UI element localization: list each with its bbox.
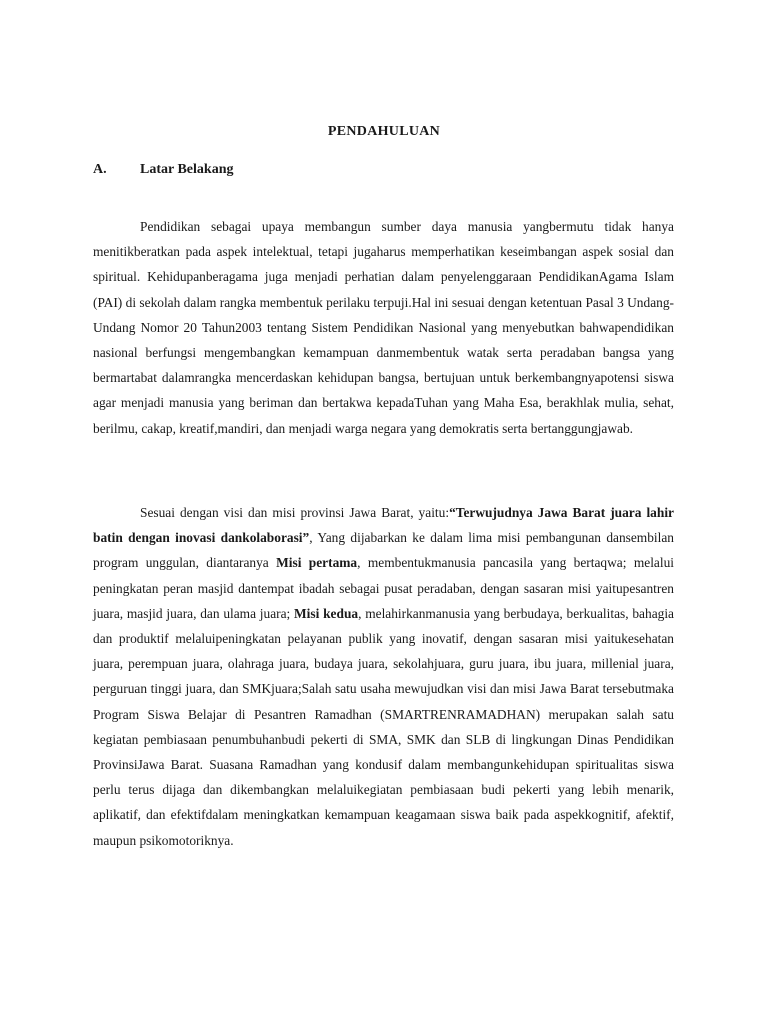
- section-heading: [93, 162, 233, 178]
- section-number: A.: [93, 162, 107, 177]
- mission-1-label: Misi pertama: [276, 555, 358, 571]
- vision-statement: “Terwujudnya Jawa Barat juara lahir batin dengan inovasi dankolaborasi”: [93, 505, 674, 546]
- paragraph-2-text-4: , melahirkanmanusia yang berbudaya, berkualitas, bahagia dan produktif melaluipeningkatan pelayanan publik yang inovatif, dengan sasaran misi yaitukesehatan juara, perempuan juara, olahraga juara, budaya juara, sekolahjuara, guru juara, ibu juara, millenial juara, perguruan tinggi juara, dan SMKjuara;Salah satu usaha mewujudkan visi dan misi Jawa Barat tersebutmaka Program Siswa Belajar di Pesantren Ramadhan (SMARTRENRAMADHAN) merupakan salah satu kegiatan pembiasaan penumbuhanbudi pekerti di SMA, SMK dan SLB di lingkungan Dinas Pendidikan ProvinsiJawa Barat. Suasana Ramadhan yang kondusif dalam membangunkehidupan spiritualitas siswa perlu terus dijaga dan dikembangkan melaluikegiatan pembiasaan budi pekerti yang lebih menarik, aplikatif, dan efektifdalam meningkatkan kemampuan keagamaan siswa baik pada aspekkognitif, afektif, maupun psikomotoriknya.: [93, 605, 674, 848]
- page-title: PENDAHULUAN: [327, 124, 441, 139]
- paragraph-2-text-3: , membentukmanusia pancasila yang bertaqwa; melalui peningkatan peran masjid dantempat ibadah sebagai pusat peradaban, dengan sasaran misi yaitupesantren juara, masjid juara, dan ulama juara;: [93, 555, 674, 621]
- paragraph-2-text-1: Sesuai dengan visi dan misi provinsi Jawa Barat, yaitu:: [140, 505, 450, 520]
- mission-2-label: Misi kedua: [294, 605, 359, 621]
- paragraph-1: Pendidikan sebagai upaya membangun sumber daya manusia yangbermutu tidak hanya menitikberatkan pada aspek intelektual, tetapi jugaharus memperhatikan keseimbangan aspek sosial dan spiritual. Kehidupanberagama juga menjadi perhatian dalam penyelenggaraan PendidikanAgama Islam (PAI) di sekolah dalam rangka membentuk perilaku terpuji.Hal ini sesuai dengan ketentuan Pasal 3 Undang-Undang Nomor 20 Tahun2003 tentang Sistem Pendidikan Nasional yang menyebutkan bahwapendidikan nasional berfungsi mengembangkan kemampuan danmembentuk watak serta peradaban bangsa yang bermartabat dalamrangka mencerdaskan kehidupan bangsa, bertujuan untuk berkembangnyapotensi siswa agar menjadi manusia yang beriman dan bertakwa kepadaTuhan yang Maha Esa, berakhlak mulia, sehat, berilmu, cakap, kreatif,mandiri, dan menjadi warga negara yang demokratis serta bertanggungjawab.: [93, 219, 674, 436]
- paragraph-2-text-2: , Yang dijabarkan ke dalam lima misi pembangunan dansembilan program unggulan, diantaranya: [93, 530, 674, 571]
- section-title: Latar Belakang: [140, 162, 234, 177]
- paragraph-2: [93, 500, 674, 853]
